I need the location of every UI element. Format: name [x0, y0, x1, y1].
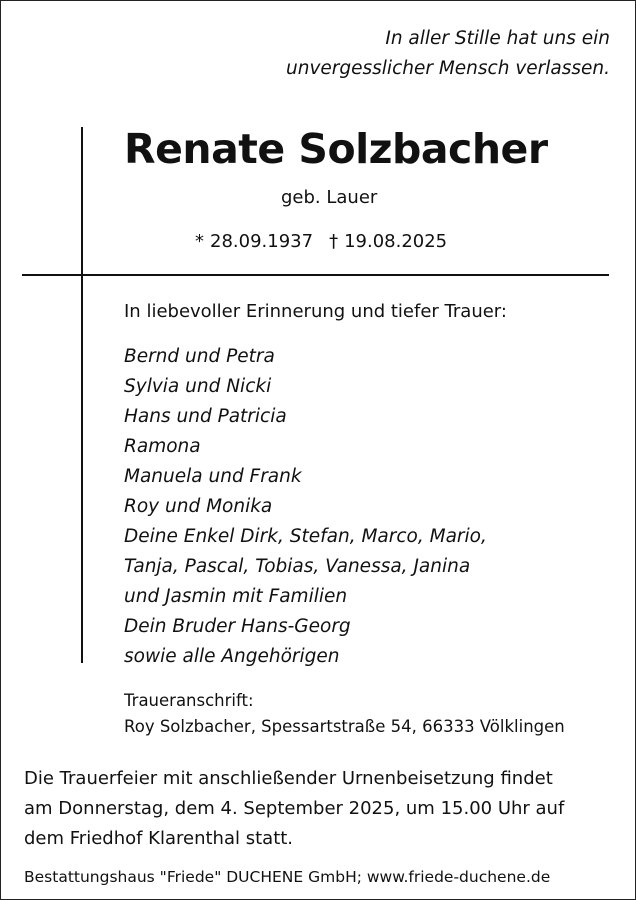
mourner-line: Ramona	[124, 436, 201, 457]
mourner-line: Dein Bruder Hans-Georg	[124, 616, 351, 637]
deceased-name: Renate Solzbacher	[124, 125, 548, 173]
motto-line-2: unvergesslicher Mensch verlassen.	[286, 58, 610, 79]
maiden-name: geb. Lauer	[281, 187, 378, 208]
address-label: Traueranschrift:	[124, 691, 254, 710]
mourner-line: Sylvia und Nicki	[124, 376, 272, 397]
service-line-1: Die Trauerfeier mit anschließender Urnenbeisetzung findet	[24, 768, 553, 789]
service-line-2: am Donnerstag, dem 4. September 2025, um 15.00 Uhr auf	[24, 798, 565, 819]
cross-horizontal-line	[22, 274, 609, 276]
mourners-list	[124, 342, 487, 672]
mourner-line: Hans und Patricia	[124, 406, 287, 427]
cross-vertical-line	[81, 127, 83, 663]
mourner-line: Deine Enkel Dirk, Stefan, Marco, Mario,	[124, 526, 487, 547]
service-info	[24, 764, 564, 854]
mourning-intro: In liebevoller Erinnerung und tiefer Trauer:	[124, 301, 507, 322]
mourner-line: und Jasmin mit Familien	[124, 586, 348, 607]
mourning-address	[124, 688, 565, 740]
address-value: Roy Solzbacher, Spessartstraße 54, 66333 Völklingen	[124, 717, 565, 736]
mourner-line: Manuela und Frank	[124, 466, 302, 487]
death-date: 19.08.2025	[344, 231, 448, 252]
funeral-home-footer: Bestattungshaus "Friede" DUCHENE GmbH; www.friede-duchene.de	[24, 868, 551, 886]
mourner-line: Bernd und Petra	[124, 346, 275, 367]
birth-symbol-icon: *	[195, 231, 204, 252]
service-line-3: dem Friedhof Klarenthal statt.	[24, 828, 294, 849]
mourner-line: Tanja, Pascal, Tobias, Vanessa, Janina	[124, 556, 471, 577]
mourner-line: Roy und Monika	[124, 496, 273, 517]
motto-line-1: In aller Stille hat uns ein	[385, 28, 610, 49]
birth-date: 28.09.1937	[210, 231, 314, 252]
death-cross-icon: †	[329, 231, 339, 252]
mourner-line: sowie alle Angehörigen	[124, 646, 340, 667]
motto	[286, 24, 610, 84]
life-dates	[195, 230, 447, 254]
